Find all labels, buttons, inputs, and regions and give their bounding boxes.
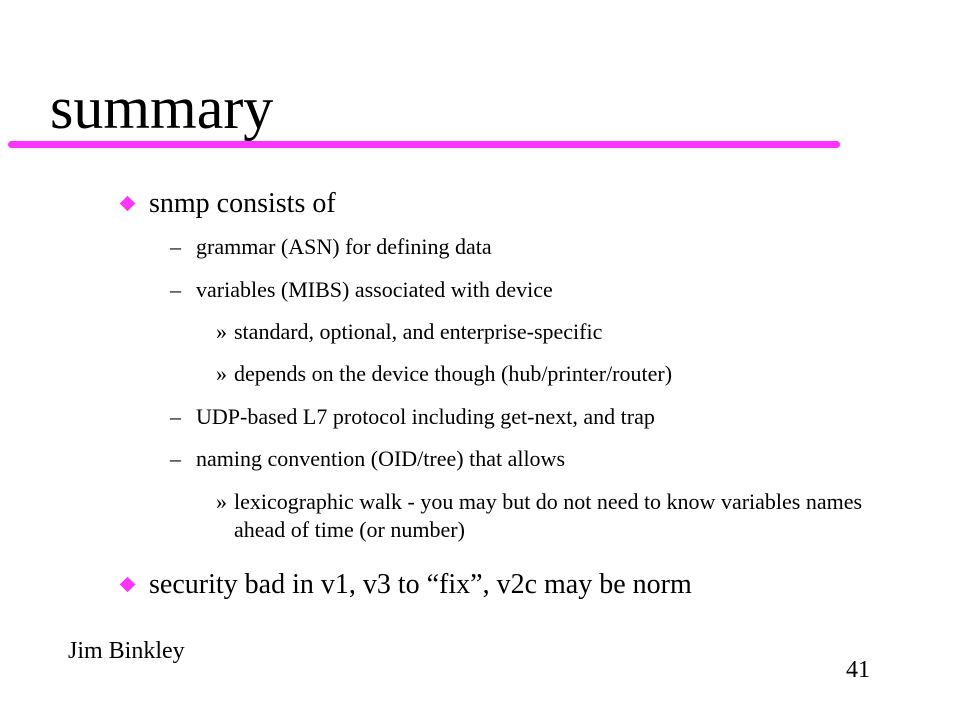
- sub-sub-bullet-item: [216, 360, 672, 388]
- sub-bullet-item: [170, 276, 553, 304]
- title-underline: [8, 141, 840, 148]
- bullet-diamond-icon: [120, 577, 136, 593]
- sub-bullet-item: [170, 403, 655, 431]
- footer-author: Jim Binkley: [68, 638, 185, 664]
- sub-sub-bullet-text: standard, optional, and enterprise-specific: [234, 319, 603, 344]
- raquo-marker-icon: »: [216, 361, 227, 386]
- sub-bullet-item: [170, 445, 565, 473]
- sub-sub-bullet-text: lexicographic walk - you may but do not need to know variables names ahead of time (or number): [234, 489, 863, 542]
- bullet-text: snmp consists of: [149, 188, 336, 219]
- sub-bullet-text: variables (MIBS) associated with device: [196, 277, 553, 302]
- raquo-marker-icon: »: [216, 319, 227, 344]
- bullet-item: [122, 568, 692, 602]
- sub-sub-bullet-item: [216, 318, 602, 346]
- sub-sub-bullet-text: depends on the device though (hub/printer/router): [234, 361, 673, 386]
- bullet-diamond-icon: [120, 196, 136, 212]
- raquo-marker-icon: »: [216, 489, 227, 514]
- dash-marker-icon: –: [170, 277, 181, 302]
- slide-title: summary: [50, 75, 274, 141]
- sub-sub-bullet-item: [216, 488, 864, 544]
- dash-marker-icon: –: [170, 404, 181, 429]
- sub-bullet-item: [170, 233, 492, 261]
- bullet-text: security bad in v1, v3 to “fix”, v2c may be norm: [149, 569, 692, 600]
- page-number: 41: [846, 657, 870, 683]
- sub-bullet-text: naming convention (OID/tree) that allows: [196, 446, 566, 471]
- sub-bullet-text: UDP-based L7 protocol including get-next, and trap: [196, 404, 655, 429]
- dash-marker-icon: –: [170, 446, 181, 471]
- sub-bullet-text: grammar (ASN) for defining data: [196, 234, 492, 259]
- dash-marker-icon: –: [170, 234, 181, 259]
- bullet-item: [122, 187, 336, 221]
